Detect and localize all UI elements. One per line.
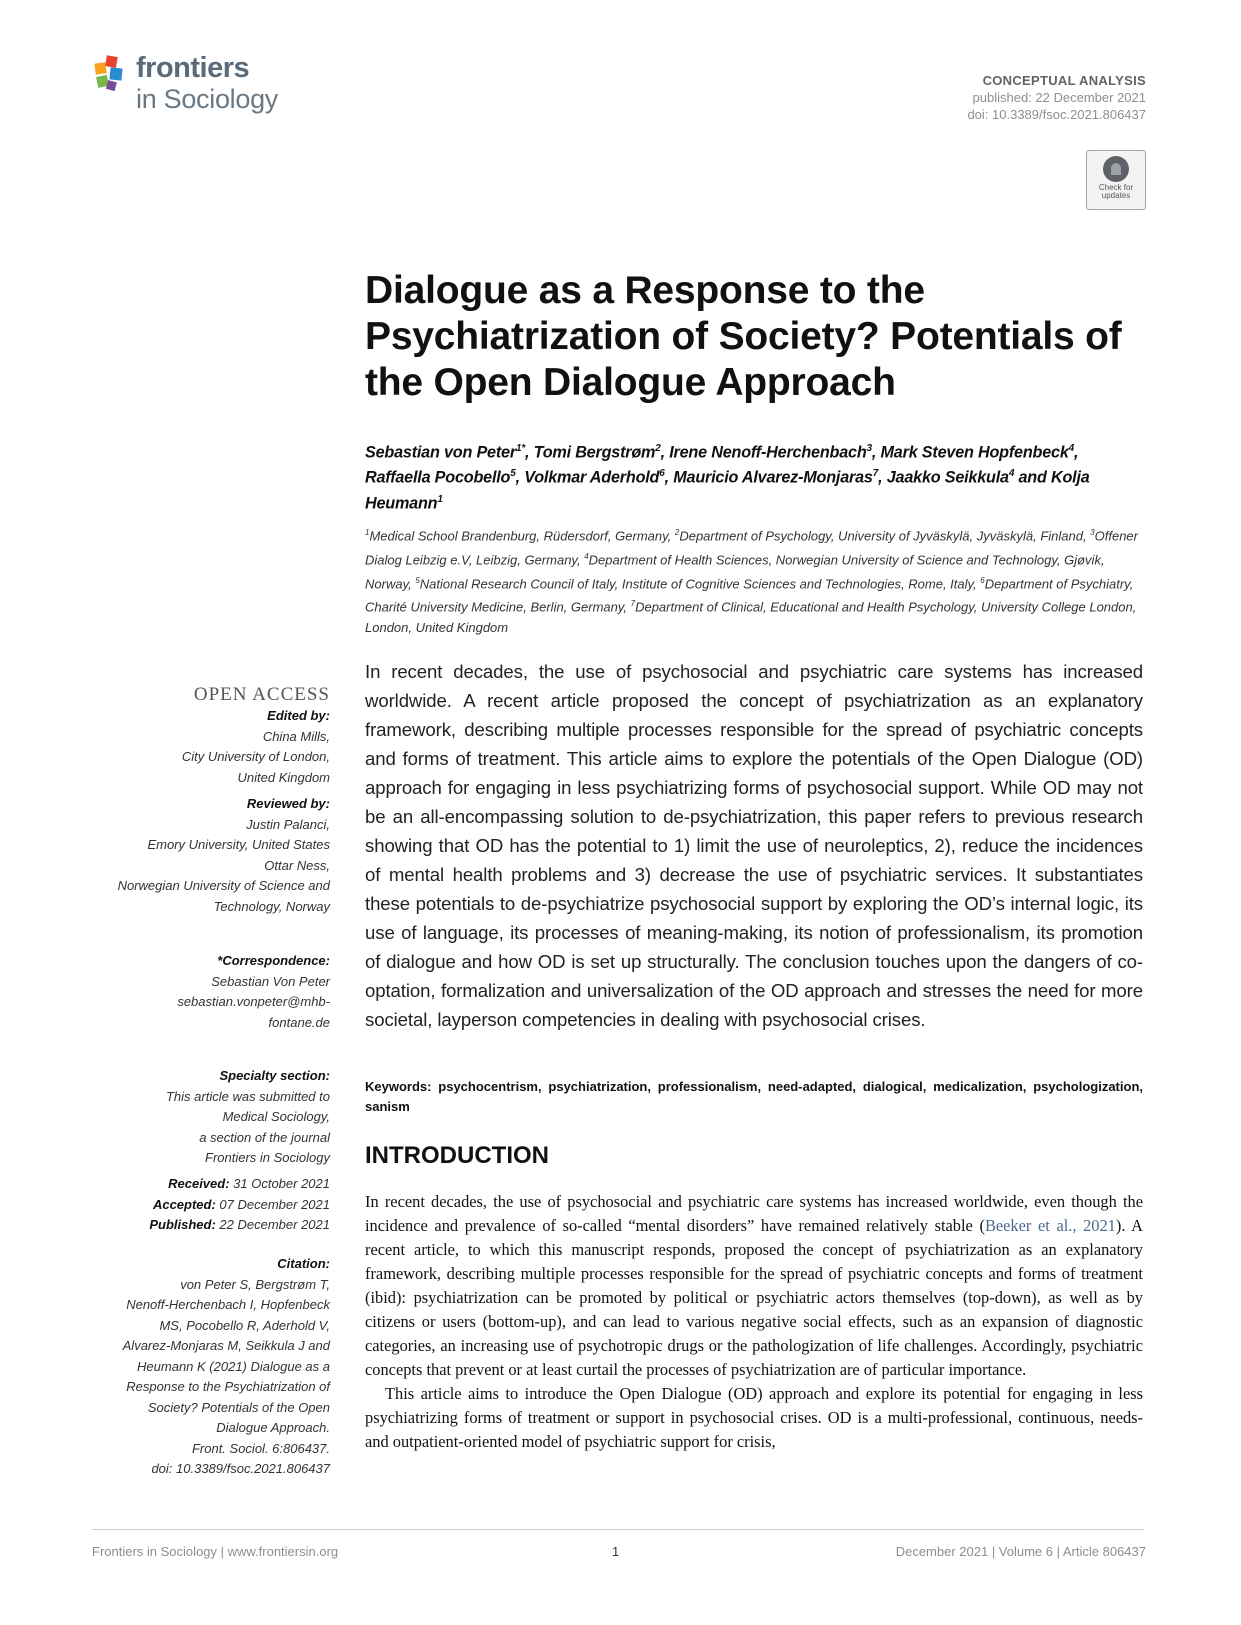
author-name[interactable]: Raffaella Pocobello <box>365 468 511 487</box>
author-name[interactable]: Mark Steven Hopfenbeck <box>880 443 1069 462</box>
footer-article-info: December 2021 | Volume 6 | Article 806437 <box>895 1544 1146 1559</box>
reviewed-by-block <box>90 794 330 917</box>
affiliation-number: 7 <box>630 599 636 609</box>
specialty-line: a section of the journal <box>199 1129 330 1145</box>
affiliation-number: 6 <box>980 575 985 585</box>
affiliation-text: National Research Council of Italy, Institute of Cognitive Sciences and Technologies, Rome, Italy, <box>419 575 981 591</box>
citation-doi-link[interactable]: doi: 10.3389/fsoc.2021.806437 <box>151 1461 330 1476</box>
author-affiliation-marker: 2 <box>655 443 661 454</box>
author-separator: , <box>660 443 670 462</box>
author-name[interactable]: Kolja Heumann <box>365 468 1090 513</box>
author-separator: , <box>871 443 881 462</box>
edited-by-label: Edited by: <box>267 708 330 723</box>
affiliation-text: Medical School Brandenburg, Rüdersdorf, Germany, <box>369 528 675 544</box>
author-name[interactable]: Jaakko Seikkula <box>886 468 1009 487</box>
citation-link[interactable]: Beeker et al., 2021 <box>984 1216 1116 1235</box>
affiliation-number: 5 <box>415 575 420 585</box>
article-title: Dialogue as a Response to the Psychiatrization of Society? Potentials of the Open Dialogue Approach <box>365 269 1122 404</box>
citation-label: Citation: <box>277 1256 330 1271</box>
correspondence-email-link[interactable]: fontane.de <box>268 1014 330 1030</box>
affiliation-text: Offener Dialog Leibzig e.V, Leibzig, Germany, <box>365 528 1138 568</box>
reviewer-line: Emory University, United States <box>147 837 330 852</box>
author-separator: , <box>525 443 534 462</box>
footer-divider <box>92 1529 1144 1530</box>
check-updates-line1: Check for <box>1098 183 1134 192</box>
keywords-list: psychocentrism, psychiatrization, professionalism, need-adapted, dialogical, medicalization, psychologization, sanism <box>365 1079 1143 1114</box>
introduction-body <box>365 1190 1143 1454</box>
citation-line: Nenoff-Herchenbach I, Hopfenbeck <box>126 1297 330 1312</box>
author-affiliation-marker: 1* <box>515 443 526 454</box>
author-affiliation-marker: 1 <box>437 493 443 505</box>
intro-paragraph <box>365 1190 1143 1382</box>
published-date-side <box>90 1215 330 1236</box>
article-header-meta <box>967 72 1146 123</box>
author-affiliation-marker: 7 <box>872 468 879 480</box>
author-affiliation-marker: 4 <box>1008 468 1015 480</box>
author-affiliation-marker: 5 <box>510 468 516 480</box>
author-affiliation-marker: 3 <box>866 443 872 454</box>
published-date: published: 22 December 2021 <box>972 90 1146 105</box>
intro-text: In recent decades, the use of psychosocial and psychiatric care systems has increased worldwide, even though the incidence and prevalence of so-called “mental disorders” have remained relatively stable ( <box>365 1192 1143 1235</box>
affiliation-text: Department of Psychiatry, Charité University Medicine, Berlin, Germany, <box>365 575 1134 615</box>
check-updates-line2: updates <box>1101 191 1131 200</box>
specialty-section-block <box>90 1066 330 1169</box>
affiliation-text: Department of Psychology, University of Jyväskylä, Jyväskylä, Finland, <box>679 528 1091 544</box>
affiliation-text: Department of Clinical, Educational and Health Psychology, University College London, London, United Kingdom <box>365 599 1137 636</box>
correspondence-name: Sebastian Von Peter <box>211 973 330 989</box>
keywords <box>365 1077 1143 1117</box>
reviewer-line: Technology, Norway <box>213 898 330 914</box>
check-for-updates-button[interactable] <box>1086 150 1146 210</box>
section-heading-introduction: INTRODUCTION <box>365 1142 549 1169</box>
journal-logo <box>92 52 312 124</box>
specialty-line: Frontiers in Sociology <box>205 1150 330 1165</box>
author-separator: , <box>1074 443 1079 462</box>
specialty-line: This article was submitted to <box>165 1088 330 1104</box>
crossmark-icon <box>1103 156 1129 182</box>
dates-block <box>90 1174 330 1236</box>
keywords-label: Keywords: <box>365 1079 432 1094</box>
intro-text: ). A recent article, to which this manuscript responds, proposed the concept of psychiatrization as an explanatory framework, describing multiple processes responsible for the spread of psychiatric concepts and forms of treatment (ibid): psychiatrization can be promoted by political or psychiatric actors themselves (top-down), as well as by citizens or users (bottom-up), and can lead to various negative social effects, such as an expansion of diagnostic categories, an increasing use of psychotropic drugs or the pathologization of life challenges. Accordingly, psychiatric concepts that prevent or at least curtail the processes of psychiatrization are of particular importance. <box>365 1216 1144 1379</box>
logo-wordmark-journal: in Sociology <box>136 84 278 114</box>
editor-line: City University of London, <box>181 749 330 764</box>
editor-line: United Kingdom <box>237 769 330 785</box>
author-affiliation-marker: 4 <box>1068 443 1075 454</box>
open-access-label: OPEN ACCESS <box>193 684 330 705</box>
citation-line: Response to the Psychiatrization of <box>126 1379 330 1394</box>
citation-line: Society? Potentials of the Open <box>147 1399 330 1415</box>
author-separator: , <box>878 468 887 487</box>
logo-wordmark-frontiers: frontiers <box>136 52 250 84</box>
citation-line: Front. Sociol. 6:806437. <box>191 1440 330 1456</box>
affiliation-number: 3 <box>1090 528 1095 537</box>
citation-line: von Peter S, Bergstrøm T, <box>180 1276 330 1292</box>
specialty-line: Medical Sociology, <box>222 1109 330 1124</box>
citation-line: Heumann K (2021) Dialogue as a <box>137 1358 330 1374</box>
edited-by-block <box>90 706 330 788</box>
affiliations <box>365 523 1145 639</box>
affiliation-number: 2 <box>674 528 680 537</box>
citation-block <box>90 1254 330 1480</box>
citation-line: Alvarez-Monjaras M, Seikkula J and <box>122 1338 330 1353</box>
abstract: In recent decades, the use of psychosocial and psychiatric care systems has increased worldwide. A recent article proposed the concept of psychiatrization as an explanatory framework, describing multiple processes responsible for the spread of psychiatric concepts and forms of treatment. This article aims to explore the potentials of the Open Dialogue (OD) approach for engaging in less psychiatrizing forms of psychosocial support. While OD may not be an all-encompassing solution to de-psychiatrization, this paper refers to previous research showing that OD has the potential to 1) limit the use of neuroleptics, 2), reduce the incidences of mental health problems and 3) decrease the use of psychiatric services. It substantiates these potentials to de-psychiatrize psychosocial support by exploring the OD’s internal logic, its use of language, its processes of meaning-making, its notion of professionalism, its promotion of dialogue and how OD is set up structurally. The conclusion touches upon the dangers of co-optation, formalization and universalization of the OD approach and stresses the need for more societal, layperson competencies in dealing with psychosocial crises. <box>365 661 1143 1030</box>
author-name[interactable]: Irene Nenoff-Herchenbach <box>669 443 867 462</box>
reviewer-line: Justin Palanci, <box>246 816 330 832</box>
intro-paragraph: This article aims to introduce the Open Dialogue (OD) approach and explore its potential for engaging in less psychiatrizing forms of treatment or support in psychosocial crises. OD is a multi-professional, continuous, needs- and outpatient-oriented model of psychiatric support for crisis, <box>365 1384 1143 1451</box>
author-name[interactable]: Mauricio Alvarez-Monjaras <box>673 468 873 487</box>
correspondence-block <box>90 951 330 1033</box>
citation-line: Dialogue Approach. <box>216 1420 330 1435</box>
affiliation-number: 4 <box>584 551 589 561</box>
frontiers-logo-icon <box>92 54 132 94</box>
reviewed-by-label: Reviewed by: <box>246 796 330 811</box>
author-list <box>365 438 1145 514</box>
article-doi: doi: 10.3389/fsoc.2021.806437 <box>967 107 1146 122</box>
accepted-date <box>90 1195 330 1216</box>
author-affiliation-marker: 6 <box>659 468 665 480</box>
editor-line: China Mills, <box>262 728 330 744</box>
author-separator: , <box>664 468 674 487</box>
author-name[interactable]: Tomi Bergstrøm <box>533 443 656 462</box>
specialty-section-label: Specialty section: <box>219 1068 330 1083</box>
author-separator: and <box>1014 468 1051 487</box>
reviewer-line: Ottar Ness, <box>264 857 330 873</box>
published-value: 22 December 2021 <box>215 1217 330 1232</box>
footer-journal-link[interactable]: Frontiers in Sociology | www.frontiersin.org <box>92 1544 339 1559</box>
author-separator: , <box>515 468 525 487</box>
reviewer-line: Norwegian University of Science and <box>117 878 330 893</box>
affiliation-text: Department of Health Sciences, Norwegian University of Science and Technology, Gjøvik, Norway, <box>365 552 1105 591</box>
correspondence-email-link[interactable]: sebastian.vonpeter@mhb- <box>177 994 330 1009</box>
article-type: CONCEPTUAL ANALYSIS <box>982 73 1146 88</box>
author-name[interactable]: Volkmar Aderhold <box>524 468 660 487</box>
received-value: 31 October 2021 <box>229 1176 330 1191</box>
published-label: Published: <box>149 1217 216 1232</box>
accepted-value: 07 December 2021 <box>215 1196 330 1212</box>
accepted-label: Accepted: <box>152 1196 216 1212</box>
author-name[interactable]: Sebastian von Peter <box>365 443 516 462</box>
received-label: Received: <box>168 1176 230 1191</box>
correspondence-label: *Correspondence: <box>217 953 330 968</box>
affiliation-number: 1 <box>365 528 370 537</box>
page-number: 1 <box>612 1544 620 1559</box>
citation-line: MS, Pocobello R, Aderhold V, <box>159 1317 330 1333</box>
received-date <box>90 1174 330 1195</box>
